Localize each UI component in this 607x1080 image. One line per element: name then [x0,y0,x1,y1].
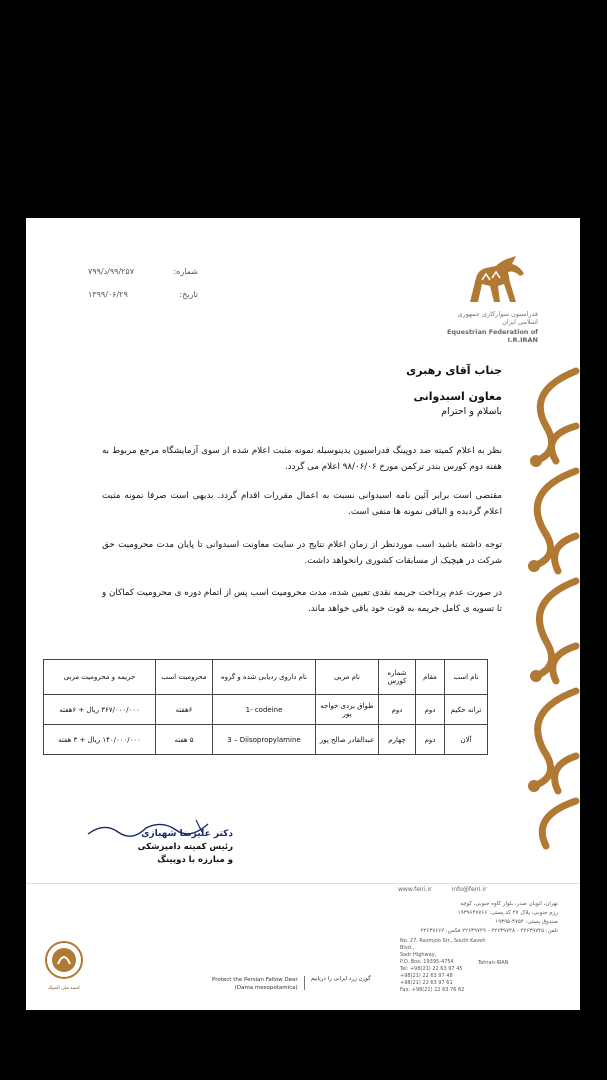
cell-rank: دوم [416,695,445,725]
cell-horse-ban: ۵ هفته [156,725,213,755]
address-en-line: +98(21) 22 63 97 61 [400,980,453,986]
table-row [44,725,488,755]
signer-name: دکتر علیرضا شهبازی [141,829,233,839]
footer-divider [26,883,580,884]
address-fa-line: تهران، اتوبان صدر، بلوار کاوه جنوبی، کوچه [460,901,558,907]
cell-rank: دوم [416,725,445,755]
doping-results-table [43,659,488,755]
cell-drug: 3 – Diisopropylamine [213,725,316,755]
greeting: باسلام و احترام [441,406,502,417]
address-fa [398,900,558,936]
deer-slogan-fa: گوزن زرد ایرانی را دریابیم [310,976,371,982]
address-en-city: Tehran-IRAN [478,960,509,966]
number-value: ۹۹/۲۵۷/د/۷۹۹ [88,267,135,276]
paragraph-4: در صورت عدم پرداخت جریمه نقدی تعیین شده، مدت محرومیت اسب پس از اتمام دوره ی محرومیت کماکان و تا تسویه ی کامل جریمه به قوت خود باقی خواهد ماند. [102,588,502,614]
header-race-number: شماره کورس [379,660,416,695]
header-horse-ban: محرومیت اسب [156,660,213,695]
date-label: تاریخ: [179,290,198,299]
header-trainer-name: نام مربی [316,660,379,695]
ornament-border-icon [516,366,580,851]
cell-race-number: چهارم [379,725,416,755]
header-drug: نام داروی ردیابی شده و گروه [213,660,316,695]
letter-page [26,218,580,1010]
logo-en-text: Equestrian Federation of I.R.IRAN [446,328,538,344]
header-horse-name: نام اسب [445,660,488,695]
address-en-line: Sadr Highway, [400,952,437,958]
letter-meta [88,260,198,306]
federation-logo [438,256,538,344]
address-fa-line: صندوق پستی: ۴۷۵۴-۱۹۳۹۵ [495,919,558,925]
address-en-line: No. 27, Razmjoo Str., South Kaveh Blvd., [400,938,486,951]
footer-web [398,886,487,893]
number-row [88,260,198,283]
cell-trainer-penalty: ۱۴۰/۰۰۰/۰۰۰ ریال + ۳ هفته [44,725,156,755]
table-header-row [44,660,488,695]
deer-slogan [212,976,371,992]
cell-trainer-name: طواق بردی خواجه پور [316,695,379,725]
paragraph-3: توجه داشته باشید اسب موردنظر از زمان اعلام نتایج در سایت معاونت اسبدوانی تا پایان مدت محرومیت حق شرکت در هیچیک از مسابقات کشوری رانخواهد داشت. [102,540,502,566]
deer-slogan-separator [304,976,305,990]
address-fa-line: رزم جنوبی، پلاک ۲۷ کد پستی: ۱۹۳۹۶۴۷۷۶۶ [457,910,558,916]
recipient-name: جناب آقای رهبری [406,364,502,377]
address-en-line: Fax: +98(21) 22 63 76 62 [400,987,465,993]
table-row [44,695,488,725]
email-link[interactable]: info@feiri.ir [451,886,487,893]
address-en-line: +98(21) 22 63 97 48 [400,973,453,979]
logo-fa-text: فدراسیون سوارکاری جمهوری اسلامی ایران [457,310,538,326]
paragraph-1: نظر به اعلام کمیته ضد دوپینگ فدراسیون بدینوسیله نمونه مثبت اعلام شده از سوی آزمایشگاه مرجع مربوط به هفته دوم کورس بندر ترکمن مورخ ۹۸/۰۶/۰۶ اعلام می گردد. [102,446,502,472]
website-link[interactable]: www.feiri.ir [398,886,432,893]
header-trainer-penalty: جریمه و محرومیت مربی [44,660,156,695]
deer-slogan-en-line1: Protect the Persian Fallow Deer [212,977,298,983]
cell-horse-name: ترانه حکیم [445,695,488,725]
header-rank: مقام [416,660,445,695]
cell-horse-name: آلان [445,725,488,755]
cell-trainer-name: عبدالقادر صالح پور [316,725,379,755]
date-row [88,283,198,306]
recipient-block [406,358,502,410]
address-fa-line: تلفن: ۲۲۶۳۹۷۴۵ - ۲۲۶۳۹۷۴۸ - ۲۲۶۳۹۷۴۹ فکس: ۲۲۶۳۷۶۶۲ [420,928,558,934]
cell-horse-ban: ۶هفته [156,695,213,725]
horse-logo-icon [462,256,532,304]
signer-title-2: و مبارزه با دوپینگ [157,855,233,865]
deer-slogan-en-line2: (Dama mesopotamica) [234,985,298,991]
footer-logo-caption: کمیته ملی المپیک [47,986,81,991]
deer-slogan-en [212,976,298,992]
recipient-title: معاون اسبدوانی [413,390,502,403]
number-label: شماره: [173,267,198,276]
olympic-committee-logo [44,940,84,991]
cell-race-number: دوم [379,695,416,725]
committee-emblem-icon [44,940,84,980]
signature-block [83,828,233,867]
address-en-line: P.O. Box: 19395-4754 [400,959,454,965]
cell-trainer-penalty: ۳۶۷/۰۰۰/۰۰۰ ریال + ۶هفته [44,695,156,725]
cell-drug: 1- codeine [213,695,316,725]
date-value: ۱۳۹۹/۰۶/۲۹ [88,290,128,299]
signer-title-1: رئیس کمیته دامپزشکی [137,842,233,852]
address-en-line: Tel: +98(21) 22 63 97 45 [400,966,463,972]
paragraph-2: مقتضی است برابر آئین نامه اسبدوانی نسبت به اعمال مقررات اقدام گردد. بدیهی است صرفا نمونه مثبت اعلام گردیده و الباقی نمونه ها منفی است. [102,491,502,517]
